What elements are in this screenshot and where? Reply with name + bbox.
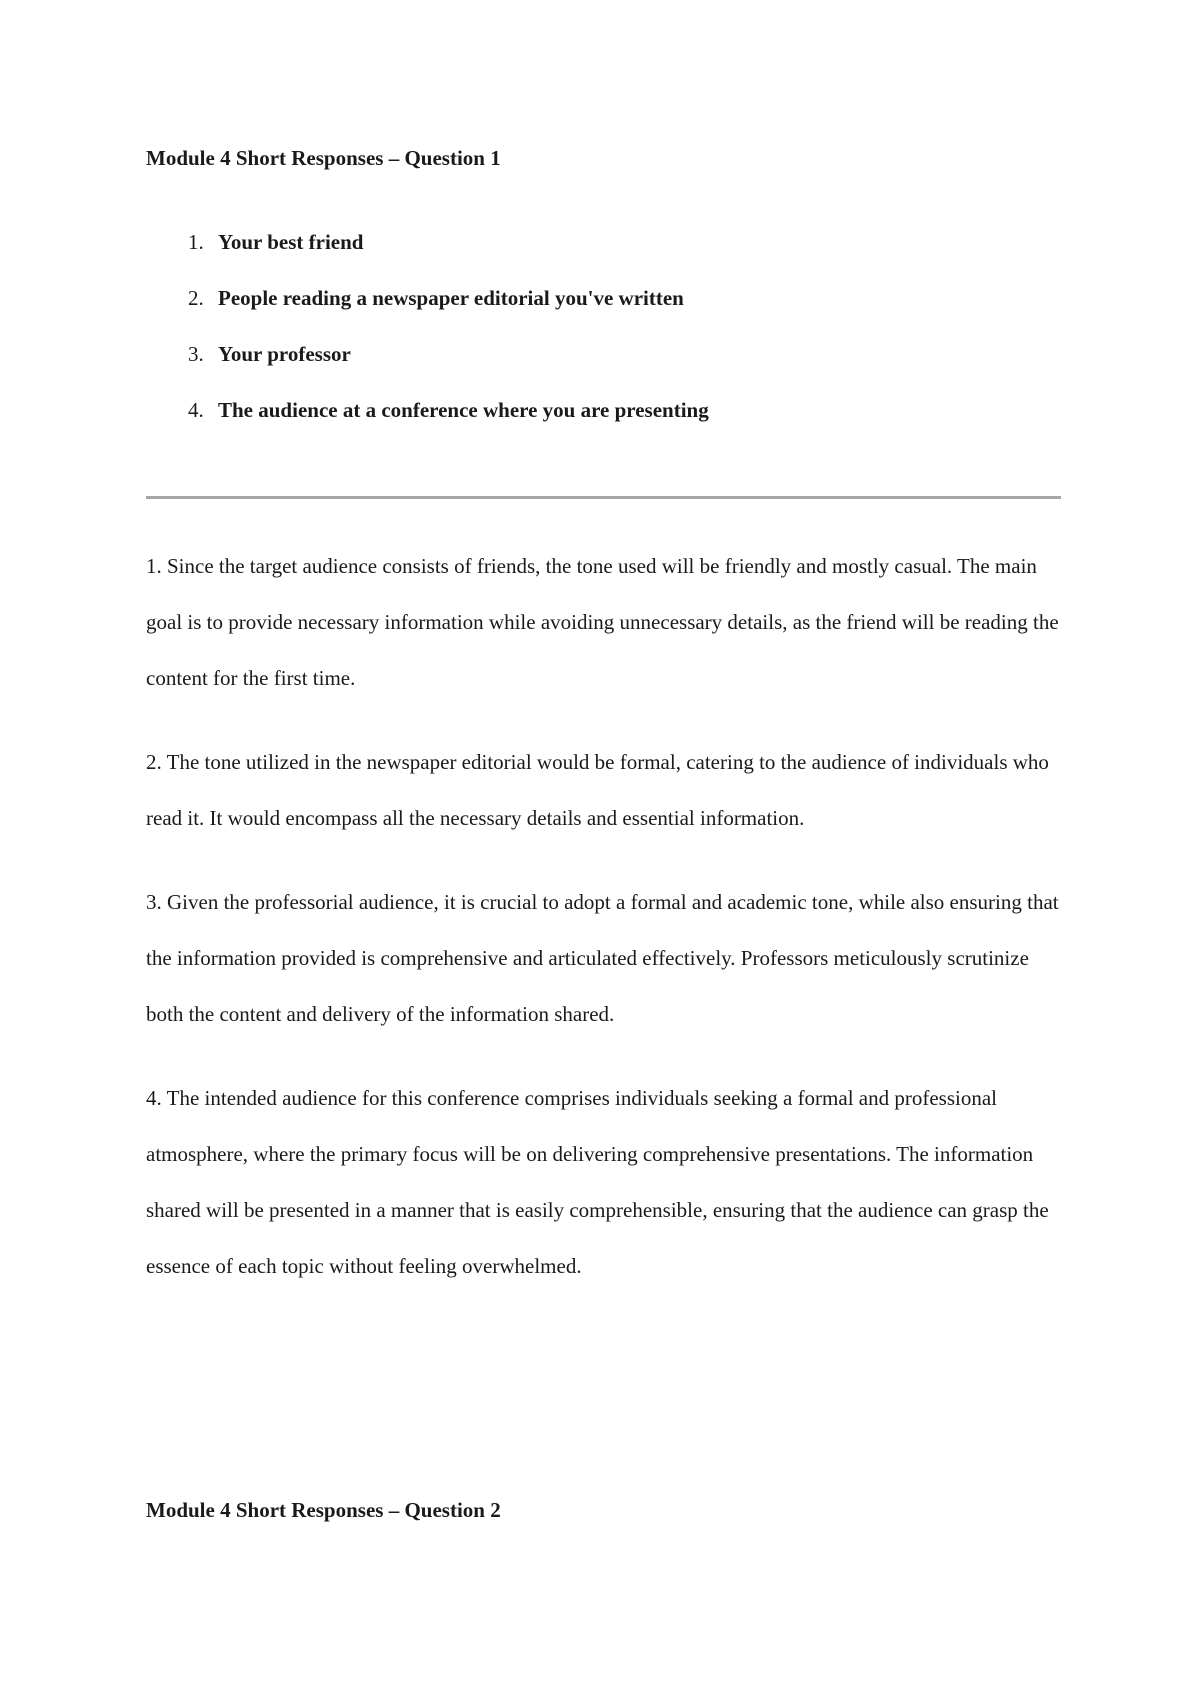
answer-paragraph-1: 1. Since the target audience consists of friends, the tone used will be friendly and mostly casual. The main goal is to provide necessary information while avoiding unnecessary details, as the friend will be reading the content for the first time. — [146, 554, 1059, 690]
list-number: 4. — [188, 398, 204, 422]
list-item-text: People reading a newspaper editorial you've written — [218, 286, 684, 310]
audience-list-item — [188, 230, 709, 286]
answer-paragraph-2: 2. The tone utilized in the newspaper editorial would be formal, catering to the audience of individuals who read it. It would encompass all the necessary details and essential information. — [146, 750, 1049, 830]
list-item-text: Your professor — [218, 342, 351, 366]
audience-list-item — [188, 398, 709, 454]
question-2-heading: Module 4 Short Responses – Question 2 — [146, 1498, 501, 1522]
audience-list — [188, 230, 709, 454]
horizontal-divider — [146, 496, 1061, 499]
audience-list-item — [188, 342, 709, 398]
list-number: 3. — [188, 342, 204, 366]
answer-paragraph-3: 3. Given the professorial audience, it is crucial to adopt a formal and academic tone, while also ensuring that the information provided is comprehensive and articulated effectively. Professors meticulously scrutinize both the content and delivery of the information shared. — [146, 890, 1059, 1026]
answers-section — [146, 538, 1064, 1322]
answer-paragraph-4: 4. The intended audience for this conference comprises individuals seeking a formal and professional atmosphere, where the primary focus will be on delivering comprehensive presentations. The information shared will be presented in a manner that is easily comprehensible, ensuring that the audience can grasp the essence of each topic without feeling overwhelmed. — [146, 1086, 1049, 1278]
list-number: 2. — [188, 286, 204, 310]
list-number: 1. — [188, 230, 204, 254]
question-1-heading: Module 4 Short Responses – Question 1 — [146, 146, 501, 170]
list-item-text: The audience at a conference where you are presenting — [218, 398, 709, 422]
list-item-text: Your best friend — [218, 230, 364, 254]
audience-list-item — [188, 286, 709, 342]
